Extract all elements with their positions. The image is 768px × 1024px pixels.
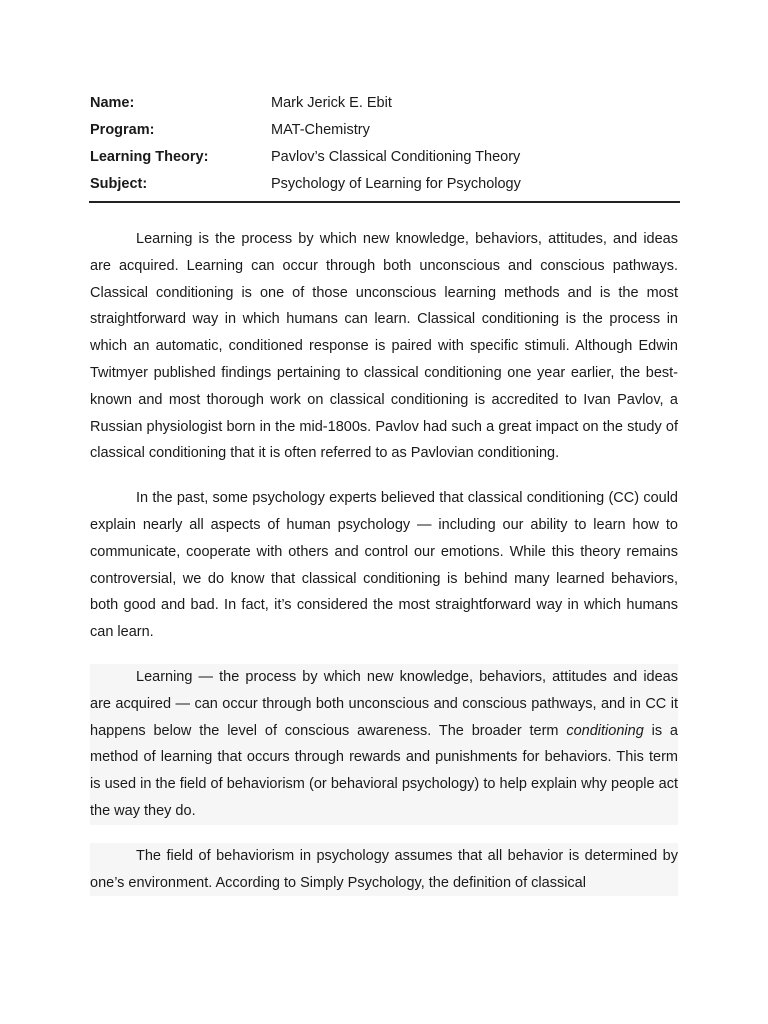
header-row-program <box>90 117 680 144</box>
document-header <box>90 90 680 198</box>
header-row-name <box>90 90 680 117</box>
header-divider <box>89 201 680 203</box>
program-label: Program: <box>90 122 155 138</box>
paragraph-3-text-end: is a method of learning that occurs through rewards and punishments for behaviors. This term is used in the field of behaviorism (or behavioral psychology) to help explain why people act the way they do. <box>90 722 678 819</box>
program-value: MAT-Chemistry <box>271 122 370 138</box>
paragraph-3-emphasis: conditioning <box>566 722 644 739</box>
header-row-learning-theory <box>90 144 680 171</box>
subject-value: Psychology of Learning for Psychology <box>271 176 521 192</box>
paragraph-2: In the past, some psychology experts believed that classical conditioning (CC) could explain nearly all aspects of human psychology — including our ability to learn how to communicate, cooperate with others and control our emotions. While this theory remains controversial, we do know that classical conditioning is behind many learned behaviors, both good and bad. In fact, it’s considered the most straightforward way in which humans can learn. <box>90 490 678 641</box>
learning-theory-value: Pavlov’s Classical Conditioning Theory <box>271 149 521 165</box>
paragraph-3-text-start: Learning — the process by which new knowledge, behaviors, attitudes and ideas are acquired — can occur through both unconscious and conscious pathways, and in CC it happens below the level of conscious awareness. The broader term <box>90 668 678 739</box>
subject-label: Subject: <box>90 176 148 192</box>
name-label: Name: <box>90 95 135 111</box>
header-row-subject <box>90 171 680 198</box>
learning-theory-label: Learning Theory: <box>90 149 209 165</box>
document-body <box>90 226 678 914</box>
paragraph-4: The field of behaviorism in psychology assumes that all behavior is determined by one’s environment. According to Simply Psychology, the definition of classical <box>90 843 678 897</box>
paragraph-1: Learning is the process by which new knowledge, behaviors, attitudes, and ideas are acquired. Learning can occur through both unconscious and conscious pathways. Classical conditioning is one of those unconscious learning methods and is the most straightforward way in which humans can learn. Classical conditioning is the process in which an automatic, conditioned response is paired with specific stimuli. Although Edwin Twitmyer published findings pertaining to classical conditioning one year earlier, the best-known and most thorough work on classical conditioning is accredited to Ivan Pavlov, a Russian physiologist born in the mid-1800s. Pavlov had such a great impact on the study of classical conditioning that it is often referred to as Pavlovian conditioning. <box>90 231 678 462</box>
name-value: Mark Jerick E. Ebit <box>271 95 392 111</box>
paragraph-3 <box>90 664 678 825</box>
